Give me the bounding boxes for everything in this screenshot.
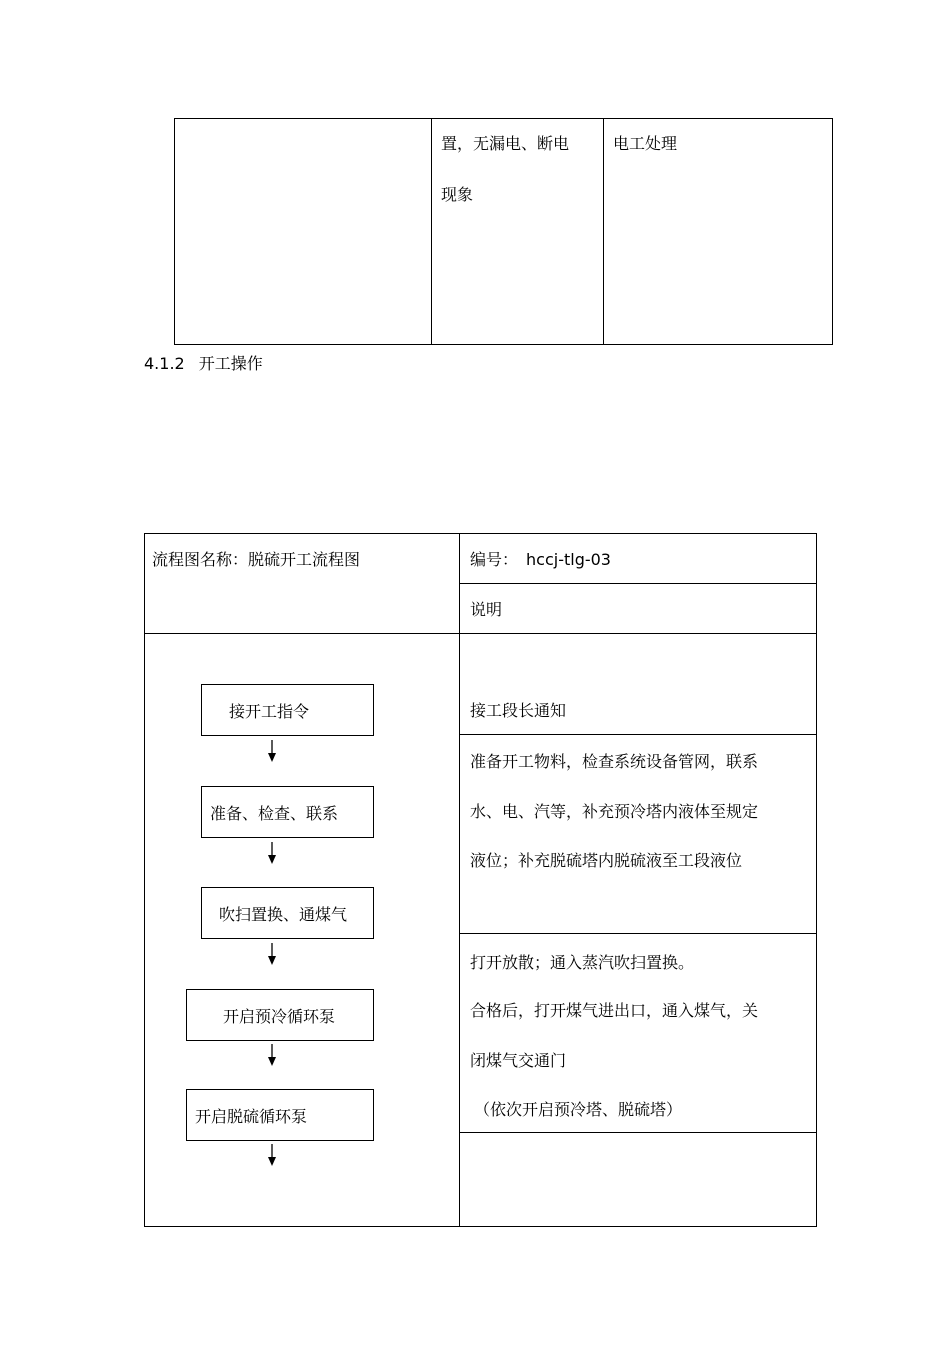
top-table-cell-text: 置，无漏电、断电 [441, 134, 570, 153]
description-row-divider [459, 1132, 817, 1133]
flow-table-border-left [144, 533, 145, 1227]
down-arrow-icon [266, 1044, 278, 1066]
flow-table-border-right [816, 533, 817, 1227]
top-table-border-right [832, 118, 833, 345]
description-text: 接工段长通知 [470, 701, 567, 720]
flowchart-code [470, 550, 611, 570]
flow-step-box [201, 684, 374, 736]
flow-table-column-divider [459, 533, 460, 1227]
flow-step-box [201, 786, 374, 838]
description-text: 准备开工物料，检查系统设备管网，联系 [470, 752, 759, 771]
flowchart-code-label: 编号： [470, 550, 519, 569]
down-arrow-icon [266, 943, 278, 965]
description-header: 说明 [470, 600, 503, 619]
flow-step-label: 开启脱硫循环泵 [195, 1107, 308, 1126]
top-table-border-left [174, 118, 175, 345]
description-text: （依次开启预冷塔、脱硫塔） [474, 1100, 683, 1119]
section-number: 4.1.2 [144, 354, 185, 373]
top-table-cell-text: 电工处理 [613, 134, 678, 153]
down-arrow-icon [266, 1144, 278, 1166]
flow-table-header-divider [459, 583, 817, 584]
flowchart-code-value: hccj-tlg-03 [526, 550, 611, 569]
description-row-divider [459, 933, 817, 934]
flow-step-label: 准备、检查、联系 [210, 804, 339, 823]
section-heading [144, 354, 263, 374]
description-text: 水、电、汽等，补充预冷塔内液体至规定 [470, 802, 759, 821]
flow-step-label: 吹扫置换、通煤气 [219, 905, 348, 924]
flow-step-box [201, 887, 374, 939]
flow-table-border-bottom [144, 1226, 817, 1227]
down-arrow-icon [266, 740, 278, 762]
description-text: 闭煤气交通门 [470, 1051, 567, 1070]
top-table-border-bottom [174, 344, 833, 345]
description-text: 合格后，打开煤气进出口，通入煤气，关 [470, 1001, 759, 1020]
flow-step-box [186, 1089, 374, 1141]
flow-step-label: 开启预冷循环泵 [223, 1007, 336, 1026]
top-table-cell-text: 现象 [441, 185, 474, 204]
flowchart-name-label: 流程图名称：脱硫开工流程图 [152, 550, 361, 569]
section-title: 开工操作 [198, 354, 263, 373]
top-table-divider-2 [603, 118, 604, 345]
top-table-divider-1 [431, 118, 432, 345]
flow-table-border-top [144, 533, 817, 534]
down-arrow-icon [266, 842, 278, 864]
flow-step-box [186, 989, 374, 1041]
flow-table-header-bottom [144, 633, 817, 634]
top-table-border-top [174, 118, 833, 119]
description-text: 打开放散；通入蒸汽吹扫置换。 [470, 953, 695, 972]
description-text: 液位；补充脱硫塔内脱硫液至工段液位 [470, 851, 743, 870]
description-row-divider [459, 734, 817, 735]
flow-step-label: 接开工指令 [229, 702, 310, 721]
